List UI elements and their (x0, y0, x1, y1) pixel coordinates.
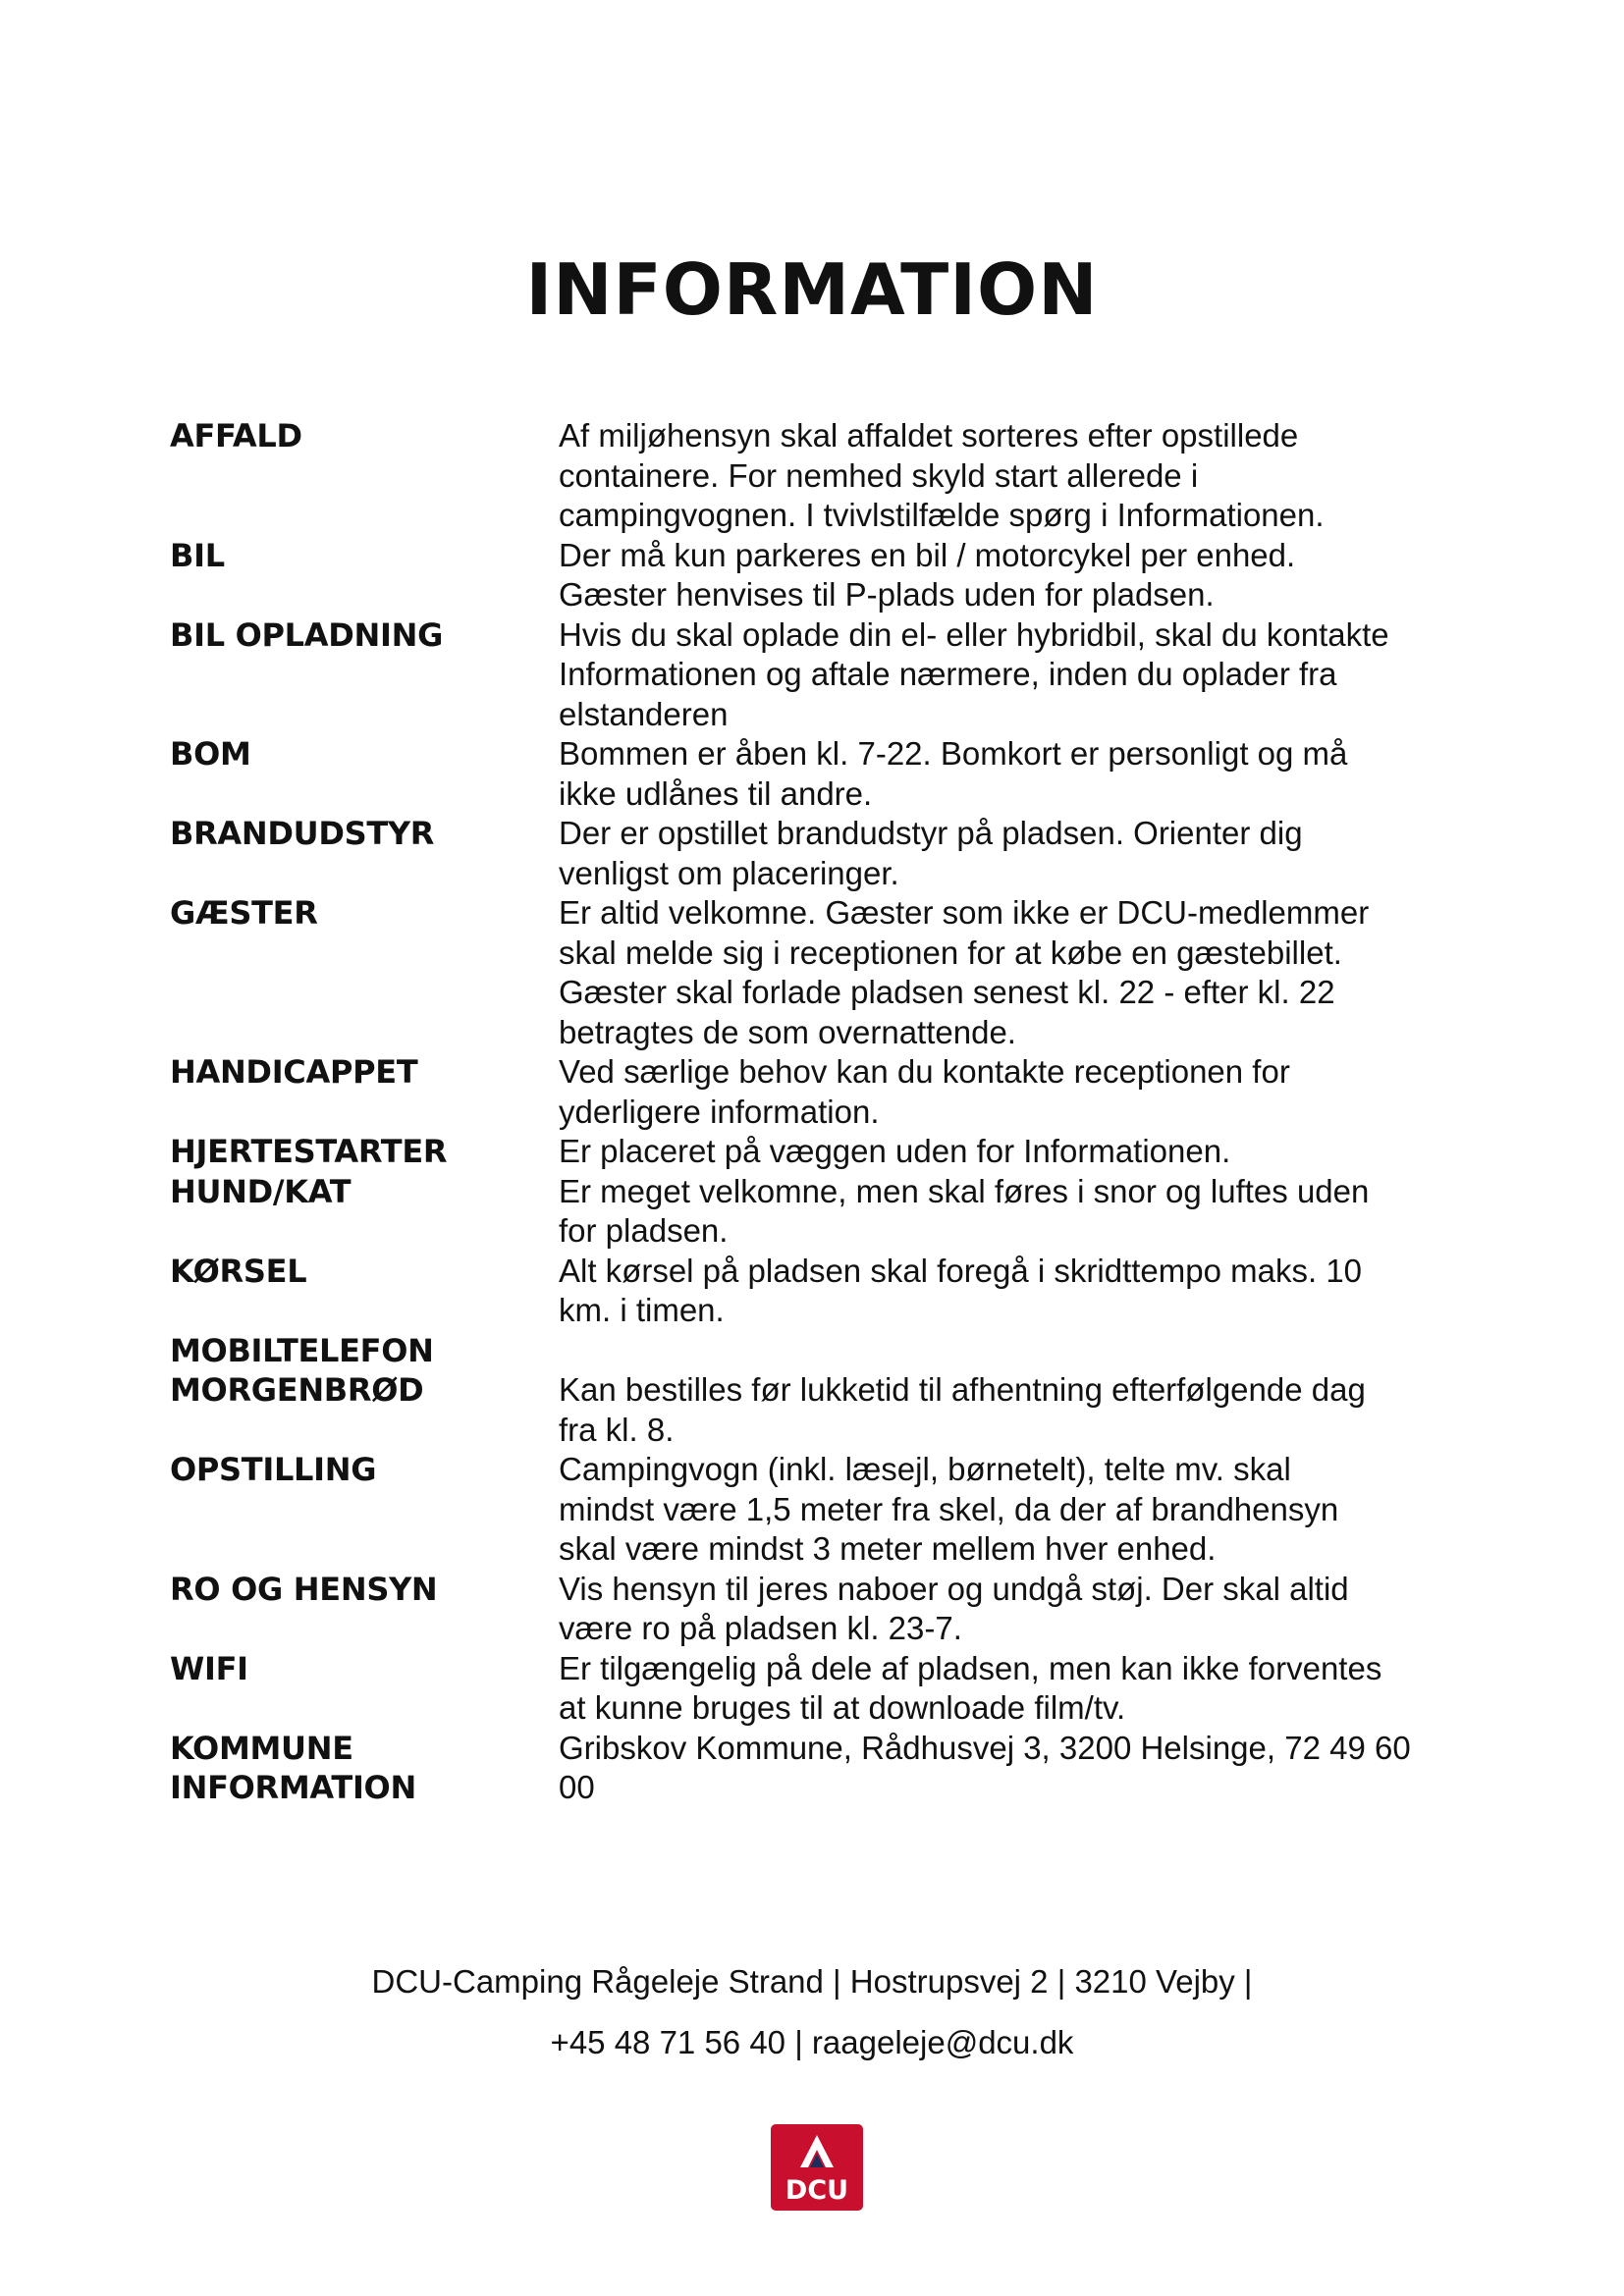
info-row-koersel (170, 1252, 1486, 1331)
logo-text: DCU (785, 2175, 849, 2206)
term-label: AFFALD (170, 417, 302, 454)
term-description: Af miljøhensyn skal affaldet sorteres efter opstillede containere. For nemhed skyld start allerede i campingvognen. I tvivlstilfælde spørg i Informationen. (559, 417, 1325, 533)
footer-contact: +45 48 71 56 40 | raageleje@dcu.dk (550, 2024, 1074, 2060)
term-description: Bommen er åben kl. 7-22. Bomkort er personligt og må ikke udlånes til andre. (559, 735, 1348, 812)
term-label: HUND/KAT (170, 1172, 352, 1210)
info-row-brandudstyr (170, 814, 1486, 893)
term-label: MORGENBRØD (170, 1371, 424, 1409)
info-row-wifi (170, 1649, 1486, 1729)
info-row-bom (170, 734, 1486, 814)
term-description: Campingvogn (inkl. læsejl, børnetelt), telte mv. skal mindst være 1,5 meter fra skel, da der af brandhensyn skal være mindst 3 meter mellem hver enhed. (559, 1451, 1339, 1567)
term-description: Ved særlige behov kan du kontakte receptionen for yderligere information. (559, 1053, 1290, 1130)
term-label: BIL (170, 536, 225, 574)
term-label: BOM (170, 735, 251, 773)
info-row-morgenbroed (170, 1370, 1486, 1450)
info-row-gaester (170, 893, 1486, 1052)
dcu-logo (771, 2124, 863, 2211)
term-description: Alt kørsel på pladsen skal foregå i skridttempo maks. 10 km. i timen. (559, 1252, 1363, 1328)
term-description: Der er opstillet brandudstyr på pladsen. Orienter dig venligst om placeringer. (559, 815, 1303, 891)
term-description: Hvis du skal oplade din el- eller hybridbil, skal du kontakte Informationen og aftale nærmere, inden du oplader fra elstanderen (559, 615, 1389, 732)
info-row-hund-kat (170, 1172, 1486, 1252)
term-description: Gribskov Kommune, Rådhusvej 3, 3200 Helsinge, 72 49 60 00 (559, 1729, 1411, 1805)
term-description: Vis hensyn til jeres naboer og undgå støj. Der skal altid være ro på pladsen kl. 23-7. (559, 1570, 1349, 1646)
term-description: Er tilgængelig på dele af pladsen, men kan ikke forventes at kunne bruges til at downloade film/tv. (559, 1649, 1382, 1726)
info-row-bil-opladning (170, 615, 1486, 735)
info-row-handicappet (170, 1052, 1486, 1132)
term-description: Er placeret på væggen uden for Informationen. (559, 1133, 1231, 1169)
term-label: KØRSEL (170, 1252, 307, 1290)
info-row-bil (170, 536, 1486, 615)
info-row-opstilling (170, 1450, 1486, 1570)
info-row-affald (170, 416, 1486, 536)
term-description: Er meget velkomne, men skal føres i snor og luftes uden for pladsen. (559, 1172, 1370, 1249)
term-description: Er altid velkomne. Gæster som ikke er DCU-medlemmer skal melde sig i receptionen for at købe en gæstebillet. Gæster skal forlade pladsen senest kl. 22 - efter kl. 22 betragtes de som overnattende. (559, 894, 1370, 1050)
term-description: Kan bestilles før lukketid til afhentning efterfølgende dag fra kl. 8. (559, 1371, 1366, 1448)
term-label: KOMMUNE INFORMATION (170, 1729, 416, 1806)
info-row-kommune-information (170, 1729, 1486, 1808)
term-description: Der må kun parkeres en bil / motorcykel per enhed. Gæster henvises til P-plads uden for pladsen. (559, 536, 1296, 613)
term-label: HJERTESTARTER (170, 1133, 448, 1170)
info-row-ro-og-hensyn (170, 1570, 1486, 1649)
term-label: HANDICAPPET (170, 1053, 418, 1091)
info-list (170, 416, 1486, 1808)
term-label: BRANDUDSTYR (170, 815, 435, 852)
term-label: MOBILTELEFON (170, 1331, 434, 1369)
page-title: INFORMATION (525, 248, 1099, 331)
term-label: RO OG HENSYN (170, 1570, 438, 1608)
term-label: GÆSTER (170, 894, 318, 932)
info-row-hjertestarter (170, 1132, 1486, 1172)
info-row-mobiltelefon (170, 1331, 1486, 1371)
term-label: WIFI (170, 1649, 248, 1687)
term-label: OPSTILLING (170, 1451, 377, 1488)
footer-address: DCU-Camping Rågeleje Strand | Hostrupsvej 2 | 3210 Vejby | (371, 1963, 1253, 2000)
term-label: BIL OPLADNING (170, 615, 444, 654)
